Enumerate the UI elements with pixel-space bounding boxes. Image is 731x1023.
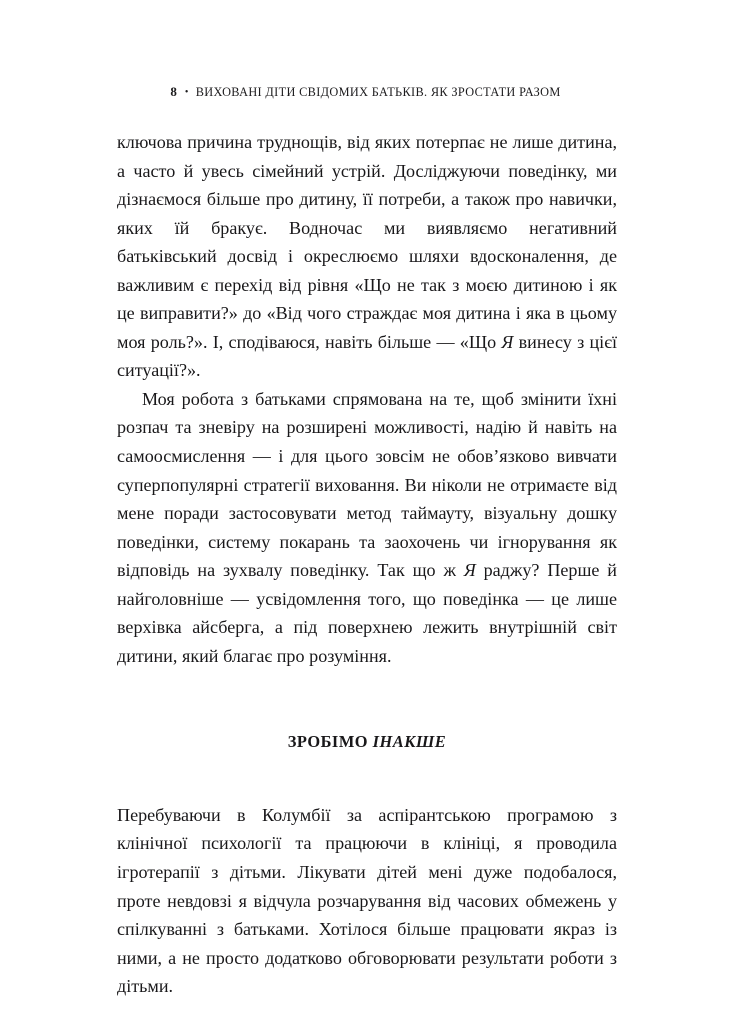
- page-number: 8: [170, 84, 177, 99]
- paragraph-1-part-1: ключова причина труднощів, від яких потерпає не лише дитина, а часто й увесь сімейний устрій. Досліджуючи поведінку, ми дізнаємося більше про дитину, її потреби, а також про навички, яких їй бракує. Водночас ми виявляємо негативний батьківський досвід і окреслюємо шляхи вдосконалення, де важливим є перехід від рівня «Що не так з моєю дитиною і як це виправити?» до «Від чого страждає моя дитина і яка в цьому моя роль?». І, сподіваюся, навіть більше — «Що: [117, 132, 617, 352]
- section-heading-italic: ІНАКШЕ: [372, 732, 447, 752]
- heading-spacer-above: [117, 670, 617, 728]
- running-head: [0, 84, 731, 100]
- paragraph-1-part-2: винесу з цієї ситуації?».: [117, 331, 617, 381]
- section-heading: [117, 728, 617, 757]
- paragraph-2-part-2: раджу? Перше й найголовніше — усвідомлення того, що поведінка — це лише верхівка айсберга, а під поверхнею лежить внутрішній світ дитини, який благає про розуміння.: [117, 560, 617, 666]
- paragraph-1-emphasis: Я: [501, 331, 514, 352]
- paragraph-2-emphasis: Я: [463, 560, 476, 581]
- bullet-separator-icon: •: [184, 87, 189, 98]
- heading-spacer-below: [117, 757, 617, 801]
- paragraph-2: [117, 385, 617, 670]
- paragraph-2-part-1: Моя робота з батьками спрямована на те, щоб змінити їхні розпач та зневіру на розширені можливості, надію й навіть на самоосмислення — і для цього зовсім не обов’язково вивчати суперпопулярні стратегії виховання. Ви ніколи не отримаєте від мене поради застосовувати метод таймауту, візуальну дошку поведінки, систему покарань та заохочень чи ігнорування як відповідь на зухвалу поведінку. Так що ж: [117, 388, 617, 581]
- paragraph-3: Перебуваючи в Колумбії за аспірантською програмою з клінічної психології та працюючи в клініці, я проводила ігротерапії з дітьми. Лікувати дітей мені дуже подобалося, проте невдовзі я відчула розчарування від часових обмежень у спілкуванні з батьками. Хотілося більше працювати якраз із ними, а не просто додатково обговорювати результати роботи з дітьми.: [117, 804, 617, 997]
- running-head-title: ВИХОВАНІ ДІТИ СВІДОМИХ БАТЬКІВ. ЯК ЗРОСТАТИ РАЗОМ: [195, 85, 561, 99]
- section-heading-regular: ЗРОБІМО: [287, 732, 373, 752]
- text-block: [117, 128, 617, 1001]
- paragraph-1: [117, 128, 617, 385]
